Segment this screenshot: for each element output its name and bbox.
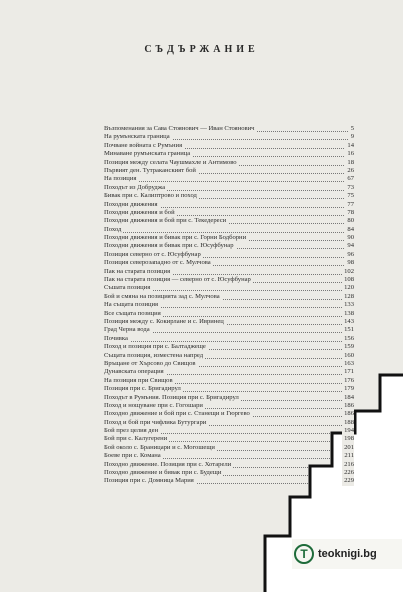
toc-entry-title: Все същата позиция — [104, 309, 161, 317]
toc-entry-title: Град Черна вода — [104, 326, 150, 334]
toc-entry-page: 211 — [344, 452, 354, 460]
toc-entry-page: 159 — [344, 343, 354, 351]
toc-entry-title: Позиция северозападно от с. Мулчова — [104, 259, 211, 267]
toc-entry-title: Бой около с. Браницари и с. Могошещи — [104, 443, 215, 451]
toc-entry-page: 18 — [347, 158, 354, 166]
toc-entry-page: 98 — [347, 259, 354, 267]
toc-entry-page: 5 — [350, 125, 354, 132]
toc-entry-page: 102 — [344, 267, 354, 275]
toc-entry-title: Походно движение и бивак при с. Будещи — [104, 469, 222, 477]
toc-entry-title: На същата позиция — [104, 301, 159, 309]
toc-entry-title: Походни движения и бивак при с. Юсуфбунар — [104, 242, 234, 250]
toc-entry-title: Походно движение и бой при с. Станещи и Гюргево — [104, 410, 250, 418]
toc-entry-title: Поход и нощуване при с. Гогошари — [104, 401, 203, 409]
watermark-text: teoknigi.bg — [318, 548, 377, 560]
toc-entry-page: 201 — [344, 443, 354, 451]
toc-entry-page: 77 — [347, 200, 354, 208]
toc-entry-title: Минаване румънската граница — [104, 150, 191, 158]
toc-entry-title: Бивак при с. Калиптрово и поход — [104, 192, 197, 200]
toc-entry-page: 120 — [344, 284, 354, 292]
toc-entry-title: Почивка — [104, 334, 128, 342]
toc-entry-title: Походни движения и бой — [104, 208, 175, 216]
toc-entry-title: Походно движение. Позиция при с. Хотарели — [104, 460, 232, 468]
toc-entry-title: Съшата позиция — [104, 284, 151, 292]
toc-entry-page: 186 — [344, 410, 354, 418]
toc-entry-title: Походни движения — [104, 200, 158, 208]
toc-entry-page: 194 — [344, 427, 354, 435]
toc-entry-title: Поход и позиция при с. Балтаджеще — [104, 343, 206, 351]
toc-entry-page: 78 — [347, 208, 354, 216]
toc-entry-page: 179 — [344, 385, 354, 393]
toc-entry-page: 108 — [344, 276, 354, 284]
toc-entry-page: 143 — [344, 317, 354, 325]
toc-entry-title: Дунавската операция — [104, 368, 164, 376]
toc-entry-page: 151 — [344, 326, 354, 334]
toc-entry-page: 14 — [347, 141, 354, 149]
toc-entry-page: 160 — [344, 351, 354, 359]
toc-entry-page: 184 — [344, 393, 354, 401]
toc-entry-title: Походът в Румъния. Позиция при с. Бригадирул — [104, 393, 239, 401]
toc-entry-page: 176 — [344, 376, 354, 384]
t-circle-icon: Т — [294, 544, 314, 564]
toc-entry-page: 138 — [344, 309, 354, 317]
watermark-logo[interactable] — [292, 539, 402, 569]
toc-entry-title: Бой и смяна на позицията зад с. Мулчова — [104, 292, 220, 300]
toc-entry-title: На позиция при Свищов — [104, 376, 173, 384]
toc-entry-page: 26 — [347, 166, 354, 174]
toc-entry-page: 216 — [344, 460, 354, 468]
toc-entry-title: Позиция между с. Кокирлане и с. Ивринец — [104, 317, 224, 325]
toc-entry-title: Пак на старата позиция — [104, 267, 171, 275]
toc-entry-title: Същата позиция, изместена напред — [104, 351, 204, 359]
toc-entry-page: 9 — [350, 133, 354, 141]
toc-entry-page: 84 — [347, 225, 354, 233]
toc-entry-title: Походни движения и бой при с. Текедереси — [104, 217, 227, 225]
toc-entry-page: 128 — [344, 292, 354, 300]
toc-entry-page: 171 — [344, 368, 354, 376]
toc-entry-page: 67 — [347, 175, 354, 183]
toc-entry-page: 226 — [344, 469, 354, 477]
toc-entry-title: Почване войната с Румъния — [104, 141, 183, 149]
toc-entry-title: На румънската граница — [104, 133, 170, 141]
toc-entry-page: 198 — [344, 435, 354, 443]
toc-entry-title: Позиция между селата Чаушмахле и Антимово — [104, 158, 237, 166]
toc-entry-page: 75 — [347, 192, 354, 200]
toc-entry-title: Позиция при с. Бригадирул — [104, 385, 181, 393]
toc-entry-title: Поход и бой при чифлика Бутургари — [104, 418, 207, 426]
toc-entry-page: 94 — [347, 242, 354, 250]
toc-entry-page: 96 — [347, 250, 354, 258]
toc-entry-page: 186 — [344, 401, 354, 409]
toc-entry-page: 188 — [344, 418, 354, 426]
toc-entry-title: Пак на старата позиция — северно от с. Юсуфбунар — [104, 276, 251, 284]
toc-entry-page: 229 — [344, 477, 354, 485]
toc-entry-page: 163 — [344, 359, 354, 367]
toc-entry-title: Първият ден. Тутраканският бой — [104, 166, 196, 174]
page-title: СЪДЪРЖАНИЕ — [144, 44, 259, 55]
toc-entry-page: 90 — [347, 234, 354, 242]
toc-entry-title: Възпоменания за Сава Стоянович — Иван Стоянович — [104, 125, 255, 132]
toc-entry-page: 80 — [347, 217, 354, 225]
toc-entry-page: 156 — [344, 334, 354, 342]
toc-entry-title: Връщане от Хърсово до Свищов — [104, 359, 196, 367]
toc-entry-page: 16 — [347, 150, 354, 158]
toc-entry-title: Позиция северно от с. Юсуфбунар — [104, 250, 201, 258]
toc-entry-title: Позиция при с. Домница Мария — [104, 477, 194, 485]
toc-entry-title: Походът из Добруджа — [104, 183, 166, 191]
toc-entry-title: Походни движения и бивак при с. Горни Бодборни — [104, 234, 247, 242]
toc-entry-title: Боеве при с. Комана — [104, 452, 161, 460]
toc-entry-page: 133 — [344, 301, 354, 309]
toc-entry-title: На позиция — [104, 175, 137, 183]
toc-entry-title: Поход — [104, 225, 122, 233]
toc-entry-title: Бой при с. Калугерени — [104, 435, 168, 443]
toc-entry-page: 73 — [347, 183, 354, 191]
toc-entry-title: Бой през целия ден — [104, 427, 159, 435]
